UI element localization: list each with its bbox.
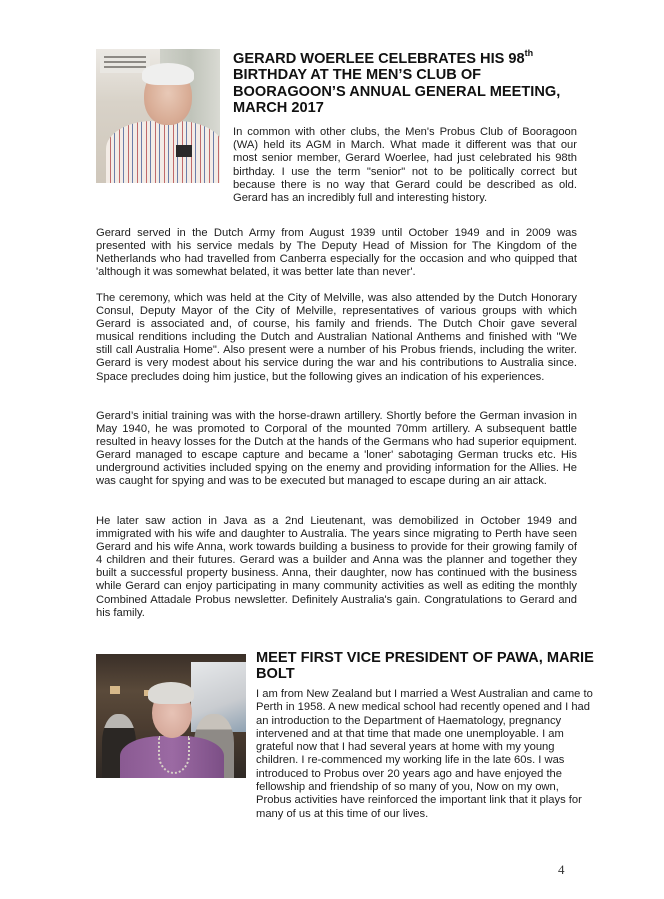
article-1-paragraph: The ceremony, which was held at the City of Melville, was also attended by the Dutch Honorary Consul, Deputy Mayor of the City of Melville, representatives of various groups with which Gerard is associated and, of course, his family and friends. The Dutch Choir gave several musical renditions including the Dutch and Australian National Anthems and finished with "We still call Australia Home". Also present were a number of his Probus friends, including the writer. Gerard is very modest about his service during the war and his contributions to Australia since. Space precludes doing him justice, but the following gives an indication of his experiences. xyxy=(96,292,577,383)
photo-necklace xyxy=(158,736,190,774)
article-1-title xyxy=(233,48,593,117)
article-2-text: I am from New Zealand but I married a West Australian and came to Perth in 1958. A new medical school had recently opened and I had an introduction to the Department of Haematology, pregnancy intervened and at that time that made one unemployable. I am grateful now that I had several years at home with my young children. I re-commenced my working life in the late 60s. I was introduced to Probus over 20 years ago and have enjoyed the fellowship and friendship of so many of you, Now on my own, Probus activities have reinforced the important link that it plays for many of us at this time of our lives. xyxy=(256,688,593,820)
title-superscript: th xyxy=(524,48,534,59)
photo-pocket xyxy=(176,145,192,157)
photo-hair xyxy=(142,63,194,85)
title-text-continued: BIRTHDAY AT THE MEN’S CLUB OF BOORAGOON’S ANNUAL GENERAL MEETING, MARCH 2017 xyxy=(233,67,561,117)
gerard-woerlee-photo xyxy=(96,49,220,183)
photo-shirt xyxy=(106,121,220,183)
photo-hair xyxy=(148,682,194,704)
article-2-title: MEET FIRST VICE PRESIDENT OF PAWA, MARIE BOLT xyxy=(256,650,594,683)
page-number: 4 xyxy=(558,862,565,877)
article-1-paragraph: Gerard’s initial training was with the horse-drawn artillery. Shortly before the German invasion in May 1940, he was promoted to Corporal of the mounted 70mm artillery. A subsequent battle resulted in heavy losses for the Dutch at the hands of the Germans who had superior equipment. Gerard managed to escape capture and became a 'loner' sabotaging German trucks etc. His underground activities included spying on the enemy and providing information for the Allies. He was caught for spying and was to be executed but managed to escape during an air attack. xyxy=(96,410,577,488)
article-1-intro: In common with other clubs, the Men's Probus Club of Booragoon (WA) held its AGM in March. What made it different was that our most senior member, Gerard Woerlee, had just celebrated his 98th birthday. I use the term "senior" not to be politically correct but because there is no way that Gerard could be described as old. Gerard has an incredibly full and interesting history. xyxy=(233,126,577,205)
photo-lamp xyxy=(110,686,120,694)
marie-bolt-photo xyxy=(96,654,246,778)
article-1-paragraph: Gerard served in the Dutch Army from August 1939 until October 1949 and in 2009 was presented with his service medals by The Deputy Head of Mission for The Kingdom of the Netherlands who had travelled from Canberra especially for the occasion and who quipped that 'although it was somewhat belated, it was better late than never'. xyxy=(96,227,577,279)
title-text: GERARD WOERLEE CELEBRATES HIS 98 xyxy=(233,51,525,67)
article-1-paragraph: He later saw action in Java as a 2nd Lieutenant, was demobilized in October 1949 and immigrated with his wife and daughter to Australia. The years since migrating to Perth have seen Gerard and his wife Anna, work towards building a business to provide for their growing family of 4 children and their futures. Gerard was a builder and Anna was the planner and together they built a successful property business. Anna, their daughter, now has continued with the business while Gerard can enjoy participating in many community activities as well as editing the monthly Combined Attadale Probus newsletter. Definitely Australia's gain. Congratulations to Gerard and his family. xyxy=(96,515,577,619)
